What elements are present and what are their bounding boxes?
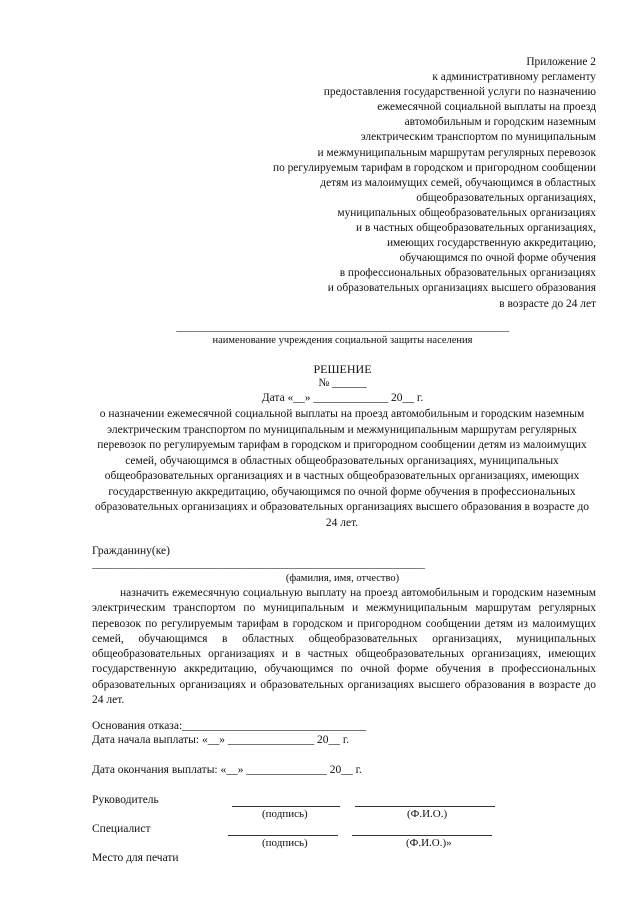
appendix-line: имеющих государственную аккредитацию, [386,237,596,250]
appendix-header [176,55,596,312]
appendix-line: в возрасте до 24 лет [499,297,596,310]
appendix-line: обучающимся по очной форме обучения [399,252,596,265]
head-signature-line [232,806,340,807]
appendix-line: детям из малоимущих семей, обучающимся в областных [320,176,596,189]
decision-date: Дата «__» _____________ 20__ г. [261,392,424,404]
head-signature-caption: (подпись) [262,808,308,820]
specialist-label: Специалист [92,823,151,835]
head-label: Руководитель [92,794,159,806]
appendix-line: электрическим транспортом по муниципальным [360,131,596,144]
decision-title: РЕШЕНИЕ [313,362,372,376]
decision-number: № ______ [318,377,367,389]
citizen-name-line: ______________________________________________________________________ [92,559,425,570]
decision-subject: о назначении ежемесячной социальной выплаты на проезд автомобильным и городским наземным электрическим транспортом по муниципальным и межмуниципальным маршрутам регулярных перевозок по регулируемым тарифам в городском и пригородном сообщении детям из малоимущих семей, обучающимся в областных общеобразовательных организациях, муниципальных общеобразовательных организациях и в частных общеобразовательных организациях, имеющих государственную аккредитацию, обучающимся по очной форме обучения в профессиональных образовательных организациях и образовательных организациях высшего образования в возрасте до 24 лет. [94,408,590,529]
appendix-line: в профессиональных образовательных организациях [339,267,596,280]
appendix-line: и в частных общеобразовательных организациях, [356,222,596,235]
appendix-line: муниципальных общеобразовательных организациях [337,206,596,219]
appendix-line: и образовательных организациях высшего образования [327,282,596,295]
institution-name-line: ______________________________________________________________________ [176,322,509,333]
specialist-name-caption: (Ф.И.О.)» [406,837,452,849]
head-name-caption: (Ф.И.О.) [407,808,448,820]
specialist-signature-line [228,835,338,836]
decision-body: назначить ежемесячную социальную выплату на проезд автомобильным и городским наземным электрическим транспортом по муниципальным и межмуниципальным маршрутам регулярных перевозок по регулируемым тарифам в городском и пригородном сообщении детям из малоимущих семей, обучающимся в областных общеобразовательных организациях, муниципальных общеобразовательных организациях и в частных общеобразовательных организациях, имеющих государственную аккредитацию, обучающимся по очной форме обучения в профессиональных образовательных организациях и образовательных организациях высшего образования в возрасте до 24 лет. [92,587,596,707]
head-name-line [355,806,495,807]
appendix-line: общеобразовательных организациях, [416,191,596,204]
refusal-reason-field: Основания отказа:________________________________ [92,720,367,732]
appendix-line: предоставления государственной услуги по назначению [323,86,596,99]
appendix-line: автомобильным и городским наземным [404,116,596,129]
specialist-name-line [352,835,492,836]
institution-caption: наименование учреждения социальной защиты населения [212,335,473,346]
appendix-line: по регулируемым тарифам в городском и пригородном сообщении [272,161,596,174]
appendix-line: к административному регламенту [432,71,596,84]
citizen-caption: (фамилия, имя, отчество) [285,573,400,584]
payment-start-date-field: Дата начала выплаты: «__» _______________ 20__ г. [92,734,350,746]
payment-end-date-field: Дата окончания выплаты: «__» ______________ 20__ г. [92,764,362,776]
citizen-label: Гражданину(ке) [92,545,170,557]
appendix-line: ежемесячной социальной выплаты на проезд [377,101,596,114]
stamp-place: Место для печати [92,852,179,864]
appendix-line: Приложение 2 [526,56,596,68]
specialist-signature-caption: (подпись) [262,837,308,849]
appendix-line: и межмуниципальным маршрутам регулярных перевозок [317,146,596,159]
